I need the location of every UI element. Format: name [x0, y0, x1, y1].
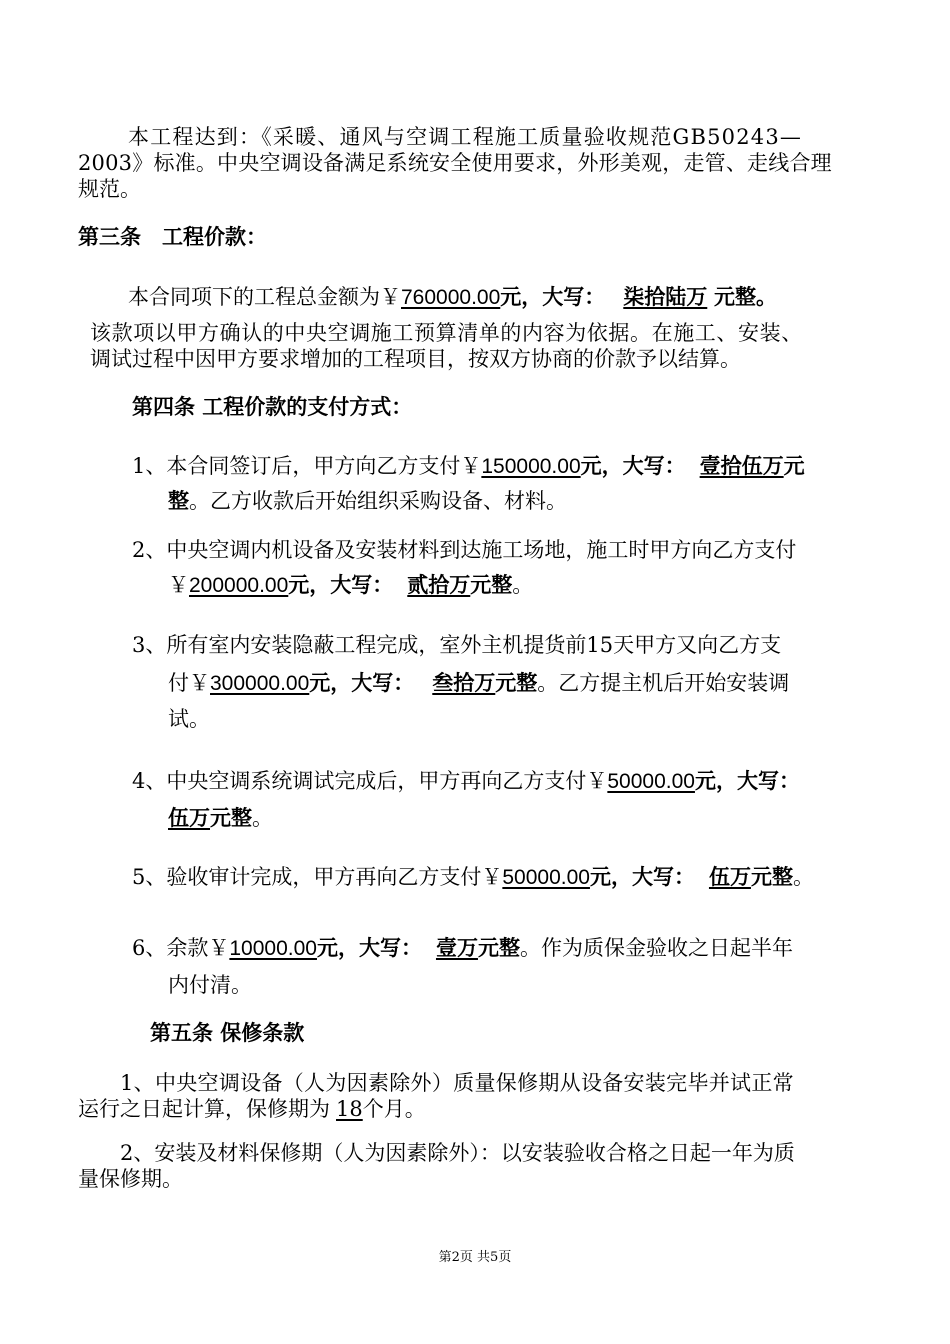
- total-amount: 760000.00: [401, 286, 501, 309]
- payment-6-line-1: [132, 935, 793, 962]
- payment-2-suffix: 元整: [470, 572, 513, 597]
- payment-3-line-3: 试。: [168, 707, 210, 731]
- article-3-heading: 第三条 工程价款：: [78, 224, 267, 249]
- payment-1-tail: 元: [783, 453, 805, 478]
- payment-1-bold: 整: [168, 488, 189, 513]
- total-suffix: 元整。: [713, 284, 777, 309]
- total-amount-words: 柒拾陆万: [623, 284, 708, 309]
- payment-4-mid: 元，大写：: [694, 768, 800, 793]
- payment-3-words: 叁拾万: [432, 670, 496, 695]
- payment-3-line-2: [168, 670, 789, 697]
- payment-5-end: 。: [792, 865, 814, 889]
- payment-5-prefix: 5、验收审计完成，甲方再向乙方支付￥: [132, 865, 503, 889]
- page-number-footer: 第2页 共5页: [438, 1250, 512, 1265]
- payment-4-amount: 50000.00: [607, 770, 695, 793]
- article-3-basis-line-1: 该款项以甲方确认的中央空调施工预算清单的内容为依据。在施工、安装、: [90, 321, 803, 345]
- payment-1-line-2: [168, 488, 567, 514]
- payment-2-line-1: 2、中央空调内机设备及安装材料到达施工场地，施工时甲方向乙方支付: [132, 538, 797, 562]
- warranty-1-suffix: 个月。: [362, 1097, 426, 1121]
- payment-4-prefix: 4、中央空调系统调试完成后，甲方再向乙方支付￥: [132, 769, 608, 793]
- warranty-1-line-2: [78, 1096, 426, 1122]
- warranty-2-line-2: 量保修期。: [78, 1167, 183, 1191]
- payment-1-words: 壹拾伍万: [699, 453, 784, 478]
- payment-4-line-1: [132, 768, 800, 795]
- payment-3-line-1: 3、所有室内安装隐蔽工程完成，室外主机提货前15天甲方又向乙方支: [132, 633, 782, 657]
- intro-line-3: 规范。: [78, 177, 141, 201]
- article-4-heading: 第四条 工程价款的支付方式：: [132, 394, 413, 419]
- payment-3-suffix: 元整: [495, 670, 538, 695]
- article-5-heading: 第五条 保修条款: [150, 1020, 305, 1045]
- payment-2-yen: ￥: [168, 573, 189, 597]
- payment-1-mid: 元，大写：: [580, 453, 686, 478]
- payment-5-suffix: 元整: [750, 864, 793, 889]
- payment-4-end: 。: [252, 806, 273, 830]
- payment-2-words: 贰拾万: [407, 572, 471, 597]
- payment-6-rest: 。作为质保金验收之日起半年: [519, 936, 793, 960]
- payment-1-rest: 。乙方收款后开始组织采购设备、材料。: [189, 489, 567, 513]
- payment-5-mid: 元，大写：: [589, 864, 695, 889]
- payment-6-mid: 元，大写：: [316, 935, 422, 960]
- payment-4-suffix: 元整: [210, 805, 252, 830]
- total-mid: 元，大写：: [500, 284, 606, 309]
- warranty-2-line-1: 2、安装及材料保修期（人为因素除外）：以安装验收合格之日起一年为质: [120, 1141, 795, 1165]
- payment-2-amount: 200000.00: [189, 574, 289, 597]
- payment-5-amount: 50000.00: [502, 866, 590, 889]
- payment-4-line-2: [168, 805, 273, 831]
- payment-6-words: 壹万: [435, 935, 478, 960]
- payment-3-prefix: 付￥: [168, 671, 210, 695]
- article-3-total-line: [128, 284, 777, 311]
- intro-line-1: 本工程达到：《采暖、通风与空调工程施工质量验收规范GB50243—: [128, 125, 803, 149]
- payment-2-line-2: [168, 572, 533, 599]
- payment-1-line-1: [132, 453, 805, 480]
- payment-1-amount: 150000.00: [481, 455, 581, 478]
- payment-6-suffix: 元整: [477, 935, 520, 960]
- payment-2-mid: 元，大写：: [288, 572, 394, 597]
- payment-4-words: 伍万: [168, 805, 210, 830]
- payment-6-amount: 10000.00: [229, 937, 317, 960]
- article-3-basis-line-2: 调试过程中因甲方要求增加的工程项目，按双方协商的价款予以结算。: [90, 347, 741, 371]
- payment-6-prefix: 6、余款￥: [132, 936, 230, 960]
- payment-5-line: [132, 864, 814, 891]
- payment-3-rest: 。乙方提主机后开始安装调: [537, 671, 790, 695]
- total-prefix: 本合同项下的工程总金额为￥: [128, 285, 401, 309]
- intro-line-2: 2003》标准。中央空调设备满足系统安全使用要求，外形美观，走管、走线合理: [78, 151, 832, 175]
- payment-1-prefix: 1、本合同签订后，甲方向乙方支付￥: [132, 454, 482, 478]
- payment-5-words: 伍万: [708, 864, 751, 889]
- warranty-1-line-1: 1、中央空调设备（人为因素除外）质量保修期从设备安装完毕并试正常: [120, 1071, 794, 1095]
- warranty-1-prefix: 运行之日起计算，保修期为: [78, 1097, 330, 1121]
- payment-2-end: 。: [512, 573, 534, 597]
- warranty-1-period: 18: [336, 1097, 363, 1121]
- payment-3-mid: 元，大写：: [309, 670, 415, 695]
- payment-6-line-2: 内付清。: [168, 973, 252, 997]
- payment-3-amount: 300000.00: [210, 672, 310, 695]
